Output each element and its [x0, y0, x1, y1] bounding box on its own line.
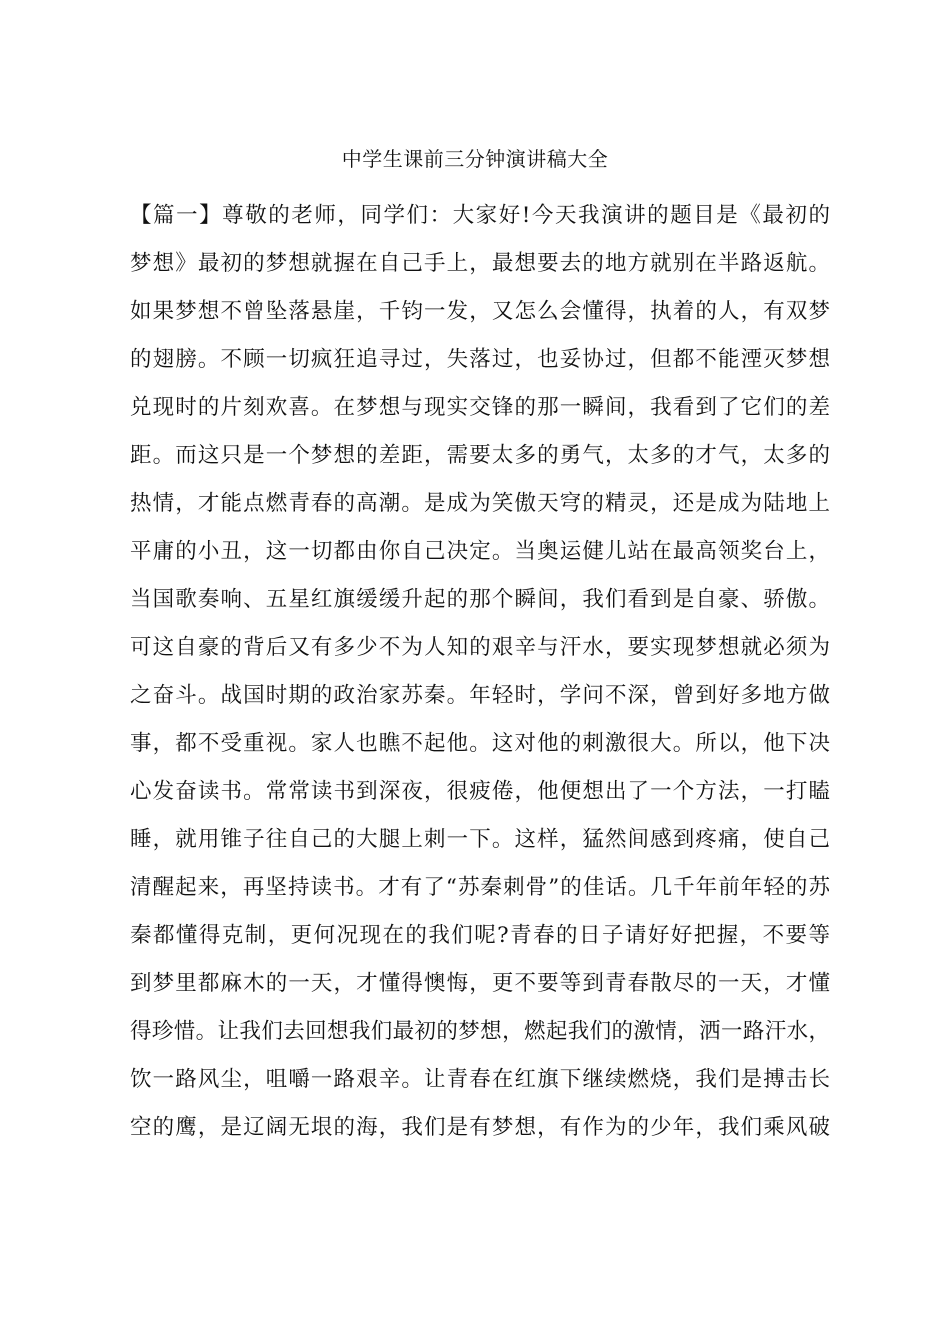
text-line: 热情，才能点燃青春的高潮。是成为笑傲天穹的精灵，还是成为陆地上	[130, 491, 830, 516]
text-line: 事，都不受重视。家人也瞧不起他。这对他的刺激很大。所以，他下决	[130, 731, 830, 756]
text-line: 的翅膀。不顾一切疯狂追寻过，失落过，也妥协过，但都不能湮灭梦想	[130, 347, 830, 372]
text-line: 【篇一】尊敬的老师，同学们：大家好!今天我演讲的题目是《最初的	[130, 203, 830, 228]
text-line: 清醒起来，再坚持读书。才有了“苏秦刺骨”的佳话。几千年前年轻的苏	[130, 875, 830, 900]
text-line: 距。而这只是一个梦想的差距，需要太多的勇气，太多的才气，太多的	[130, 443, 830, 468]
text-line: 如果梦想不曾坠落悬崖，千钧一发，又怎么会懂得，执着的人，有双梦	[130, 299, 830, 324]
text-line: 心发奋读书。常常读书到深夜，很疲倦，他便想出了一个方法，一打瞌	[130, 779, 830, 804]
text-line: 睡，就用锥子往自己的大腿上刺一下。这样，猛然间感到疼痛，使自己	[130, 827, 830, 852]
text-line: 兑现时的片刻欢喜。在梦想与现实交锋的那一瞬间，我看到了它们的差	[130, 395, 830, 420]
text-line: 当国歌奏响、五星红旗缓缓升起的那个瞬间，我们看到是自豪、骄傲。	[130, 587, 830, 612]
body-text	[130, 192, 830, 1152]
text-line: 秦都懂得克制，更何况现在的我们呢?青春的日子请好好把握，不要等	[130, 923, 830, 948]
text-line: 到梦里都麻木的一天，才懂得懊悔，更不要等到青春散尽的一天，才懂	[130, 971, 830, 996]
text-line: 可这自豪的背后又有多少不为人知的艰辛与汗水，要实现梦想就必须为	[130, 635, 830, 660]
page-title: 中学生课前三分钟演讲稿大全	[341, 147, 609, 171]
text-line: 梦想》最初的梦想就握在自己手上，最想要去的地方就别在半路返航。	[130, 251, 830, 276]
text-line: 之奋斗。战国时期的政治家苏秦。年轻时，学问不深，曾到好多地方做	[130, 683, 830, 708]
text-line: 饮一路风尘，咀嚼一路艰辛。让青春在红旗下继续燃烧，我们是搏击长	[130, 1067, 830, 1092]
text-line: 空的鹰，是辽阔无垠的海，我们是有梦想，有作为的少年，我们乘风破	[130, 1115, 830, 1140]
text-line: 平庸的小丑，这一切都由你自己决定。当奥运健儿站在最高领奖台上，	[130, 539, 830, 564]
text-line: 得珍惜。让我们去回想我们最初的梦想，燃起我们的激情，洒一路汗水，	[130, 1019, 830, 1044]
